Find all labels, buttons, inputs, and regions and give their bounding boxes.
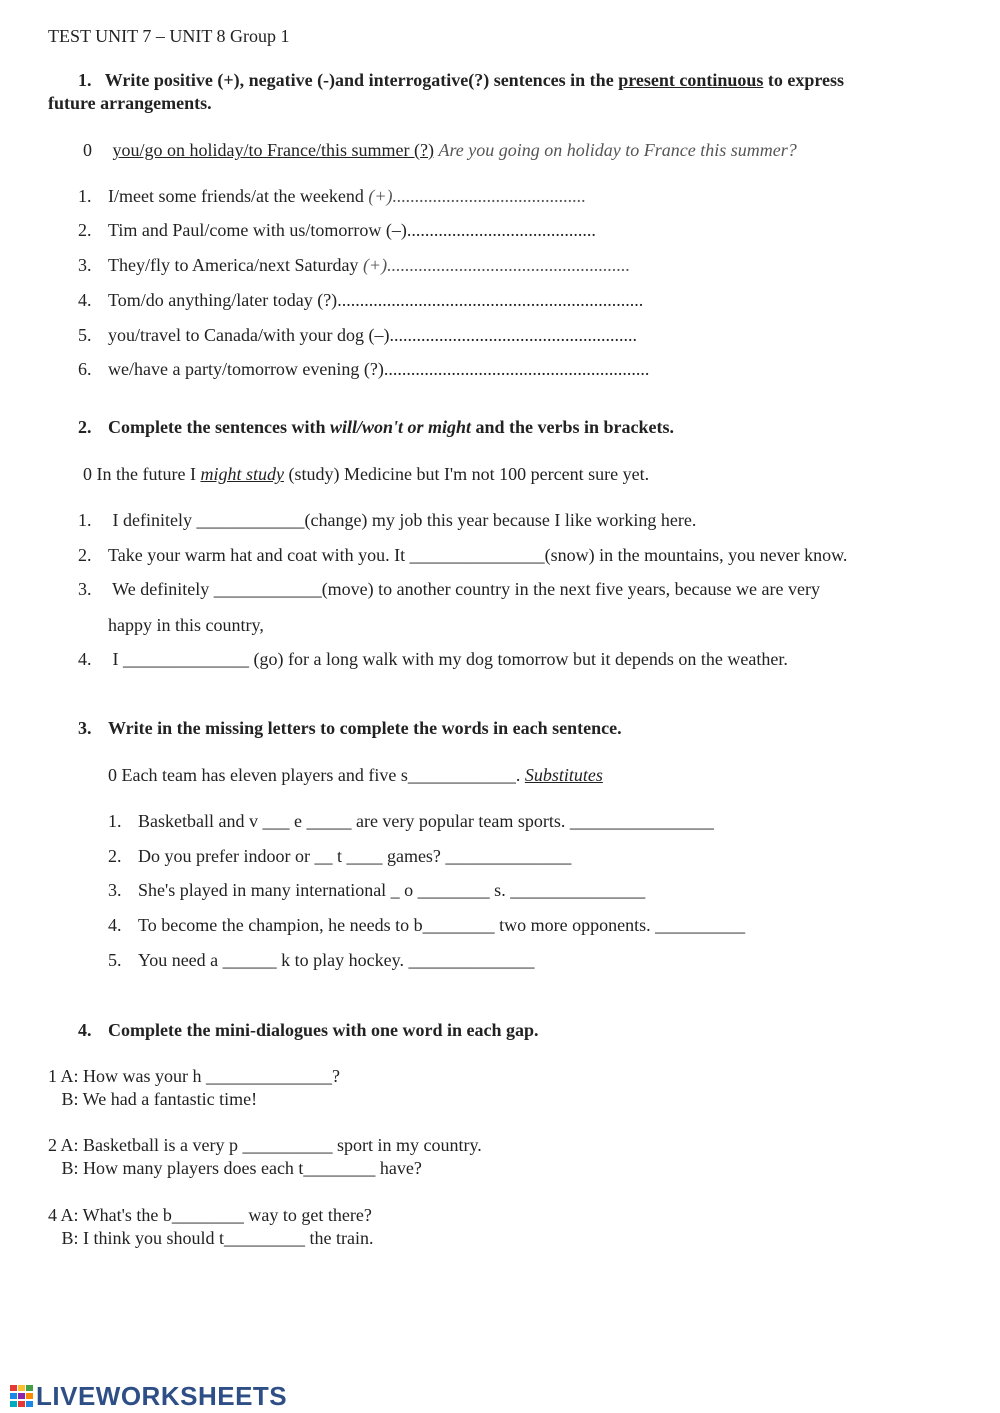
item-sentence[interactable]: I definitely ____________(change) my job this year because I like working here. (108, 510, 697, 530)
item-number: 2. (108, 846, 122, 866)
section-4-heading-text: Complete the mini-dialogues with one word in each gap. (108, 1020, 539, 1040)
item-prompt: They/fly to America/next Saturday (108, 255, 359, 275)
answer-blank[interactable]: .................................................................... (337, 290, 644, 310)
section-4-heading-number: 4. (78, 1020, 92, 1040)
section-2-heading-number: 2. (78, 417, 92, 437)
section-3-heading-text: Write in the missing letters to complete the words in each sentence. (108, 718, 622, 738)
example-text: 0 Each team has eleven players and five s____________. (108, 765, 521, 785)
section-4-heading (78, 1019, 539, 1041)
item-number: 4. (78, 290, 92, 310)
section-2-heading-text: Complete the sentences with (108, 417, 326, 437)
item-number: 4. (78, 649, 92, 669)
item-number: 1. (108, 811, 122, 831)
item-sentence[interactable]: She's played in many international _ o ________ s. _______________ (138, 880, 646, 900)
item-number: 3. (108, 880, 122, 900)
item-number: 5. (108, 950, 122, 970)
list-item-continuation (78, 614, 264, 636)
list-item (78, 185, 586, 207)
section-1-heading-text-end: to express (767, 70, 845, 90)
item-prompt: I/meet some friends/at the weekend (108, 186, 364, 206)
item-number: 3. (78, 579, 92, 599)
section-1-heading-line2: future arrangements. (48, 93, 212, 113)
item-sentence[interactable]: Do you prefer indoor or __ t ____ games? ______________ (138, 846, 572, 866)
item-mark: (+) (362, 255, 388, 275)
section-2-heading (78, 416, 674, 438)
item-sentence[interactable]: To become the champion, he needs to b________ two more opponents. __________ (138, 915, 746, 935)
example-answer: Substitutes (524, 765, 603, 785)
list-item (78, 324, 637, 346)
liveworksheets-logo-text: LIVEWORKSHEETS (36, 1380, 288, 1411)
item-sentence[interactable]: Take your warm hat and coat with you. It _______________(snow) in the mountains, you never know. (108, 545, 848, 565)
dialogue-line[interactable]: B: How many players does each t________ have? (48, 1158, 422, 1178)
item-number: 2. (78, 220, 92, 240)
example-text-end: (study) Medicine but I'm not 100 percent sure yet. (288, 464, 650, 484)
item-prompt: you/travel to Canada/with your dog (–) (108, 325, 390, 345)
list-item (78, 578, 820, 600)
example-answer: might study (200, 464, 284, 484)
item-number: 4. (108, 915, 122, 935)
answer-blank[interactable]: ...................................................... (387, 255, 631, 275)
section-1-example (83, 139, 797, 161)
answer-blank[interactable]: ....................................................... (389, 325, 637, 345)
example-text: 0 In the future I (83, 464, 196, 484)
list-item (78, 289, 643, 311)
section-1-heading-number: 1. (78, 70, 92, 90)
section-1-heading-tense: present continuous (618, 70, 764, 90)
answer-blank[interactable]: ........................................... (392, 186, 587, 206)
section-2-heading-text-end: and the verbs in brackets. (475, 417, 675, 437)
example-number: 0 (83, 140, 92, 160)
dialogue-line[interactable]: 2 A: Basketball is a very p __________ sport in my country. (48, 1135, 482, 1155)
section-3-heading-number: 3. (78, 718, 92, 738)
item-sentence[interactable]: You need a ______ k to play hockey. ______________ (138, 950, 535, 970)
item-number: 1. (78, 186, 92, 206)
item-sentence: happy in this country, (108, 615, 264, 635)
item-sentence[interactable]: We definitely ____________(move) to another country in the next five years, because we are very (108, 579, 820, 599)
item-sentence[interactable]: Basketball and v ___ e _____ are very popular team sports. ________________ (138, 811, 714, 831)
liveworksheets-logo[interactable] (10, 1381, 287, 1411)
item-sentence[interactable]: I ______________ (go) for a long walk with my dog tomorrow but it depends on the weather. (108, 649, 788, 669)
item-number: 2. (78, 545, 92, 565)
item-number: 6. (78, 359, 92, 379)
dialogue-line[interactable]: 4 A: What's the b________ way to get there? (48, 1205, 372, 1225)
page-title: TEST UNIT 7 – UNIT 8 Group 1 (48, 26, 290, 46)
list-item (108, 810, 714, 832)
example-answer: Are you going on holiday to France this summer? (438, 140, 797, 160)
item-number: 3. (78, 255, 92, 275)
list-item (78, 648, 788, 670)
item-prompt: Tom/do anything/later today (?) (108, 290, 338, 310)
list-item (78, 544, 847, 566)
item-number: 5. (78, 325, 92, 345)
section-3-heading (78, 717, 622, 739)
dialogue-line: B: We had a fantastic time! (48, 1089, 258, 1109)
liveworksheets-logo-icon (10, 1385, 34, 1407)
list-item (78, 254, 630, 276)
answer-blank[interactable]: .......................................... (406, 220, 596, 240)
item-prompt: Tim and Paul/come with us/tomorrow (–) (108, 220, 407, 240)
list-item (108, 914, 745, 936)
item-number: 1. (78, 510, 92, 530)
section-1-heading-text: Write positive (+), negative (-)and interrogative(?) sentences in the (104, 70, 614, 90)
section-3-example (108, 764, 603, 786)
example-prompt: you/go on holiday/to France/this summer (?) (112, 140, 434, 160)
list-item (108, 845, 571, 867)
dialogue-line[interactable]: 1 A: How was your h ______________? (48, 1066, 340, 1086)
list-item (78, 219, 596, 241)
dialogue-line[interactable]: B: I think you should t_________ the train. (48, 1228, 374, 1248)
list-item (78, 509, 696, 531)
item-mark: (+) (368, 186, 393, 206)
list-item (108, 949, 534, 971)
list-item (78, 358, 649, 380)
section-2-heading-modals: will/won't or might (329, 417, 472, 437)
item-prompt: we/have a party/tomorrow evening (?) (108, 359, 384, 379)
section-1-heading (78, 69, 844, 91)
answer-blank[interactable]: ........................................................... (383, 359, 650, 379)
section-2-example (83, 463, 649, 485)
list-item (108, 879, 645, 901)
